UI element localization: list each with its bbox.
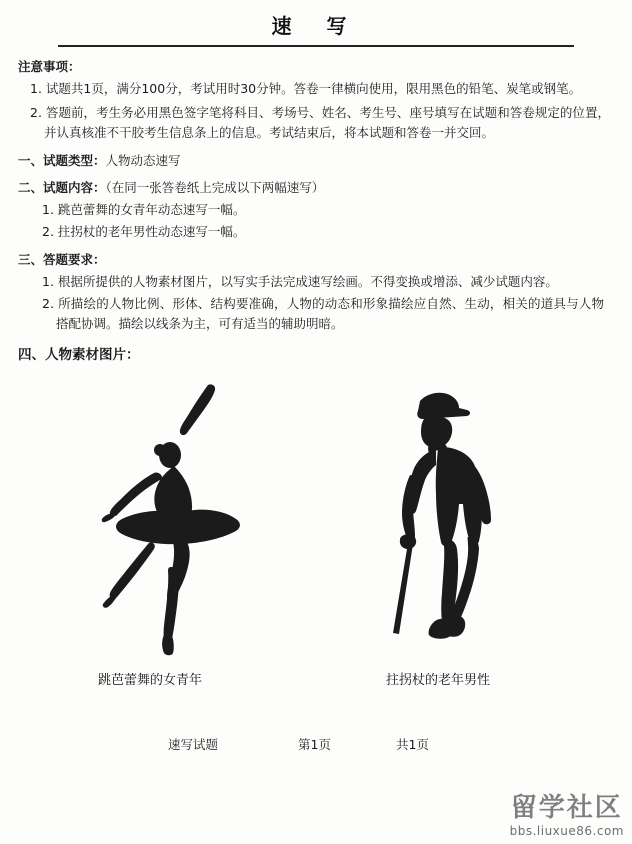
section-1-text: 人物动态速写	[105, 152, 181, 168]
notice-heading: 注意事项：	[18, 59, 81, 74]
section-1	[18, 150, 610, 171]
title-divider	[58, 45, 574, 47]
caption-old-man: 拄拐杖的老年男性	[386, 672, 491, 688]
footer-subject: 速写试题	[168, 736, 219, 752]
notice-item-2: 2. 答题前，考生务必用黑色签字笔将科目、考场号、姓名、考生号、座号填写在试题和答卷规定的位置，并认真核准不干胶考生信息条上的信息。考试结束后，将本试题和答卷一并交回。	[30, 104, 610, 141]
figure-area	[18, 367, 610, 667]
caption-ballerina: 跳芭蕾舞的女青年	[98, 672, 203, 688]
old-man-with-cane-silhouette	[348, 367, 578, 657]
section-2-item-2: 2. 拄拐杖的老年男性动态速写一幅。	[42, 224, 246, 239]
section-2-heading: 二、试题内容：	[18, 180, 106, 196]
figure-captions	[18, 669, 610, 695]
materials-heading: 四、人物素材图片：	[18, 346, 140, 363]
watermark	[510, 795, 624, 838]
section-2-text: （在同一张答卷纸上完成以下两幅速写）	[105, 180, 325, 196]
footer-page-current: 第1页	[298, 736, 331, 752]
section-1-heading: 一、试题类型：	[18, 152, 106, 168]
section-3-item-1: 1. 根据所提供的人物素材图片，以写实手法完成速写绘画。不得变换或增添、减少试题内容。	[42, 273, 558, 289]
section-3	[18, 249, 610, 270]
page-footer	[18, 735, 610, 765]
document-body	[0, 57, 632, 765]
notice-item-1: 1. 试题共1页，满分100分，考试用时30分钟。答卷一律横向使用，限用黑色的铅笔、炭笔或钢笔。	[30, 81, 582, 96]
ballerina-silhouette	[58, 367, 288, 657]
section-2-item-1: 1. 跳芭蕾舞的女青年动态速写一幅。	[42, 202, 246, 218]
section-3-item-2: 2. 所描绘的人物比例、形体、结构要准确，人物的动态和形象描绘应自然、生动，相关的道具与人物搭配协调。描绘以线条为主，可有适当的辅助明暗。	[42, 295, 604, 332]
section-3-heading: 三、答题要求：	[18, 251, 106, 267]
page-title: 速 写	[271, 14, 361, 38]
watermark-logo: 留学社区	[510, 793, 623, 823]
watermark-url: bbs.liuxue86.com	[509, 824, 624, 838]
section-2	[18, 177, 610, 198]
footer-page-total: 共1页	[396, 736, 429, 752]
